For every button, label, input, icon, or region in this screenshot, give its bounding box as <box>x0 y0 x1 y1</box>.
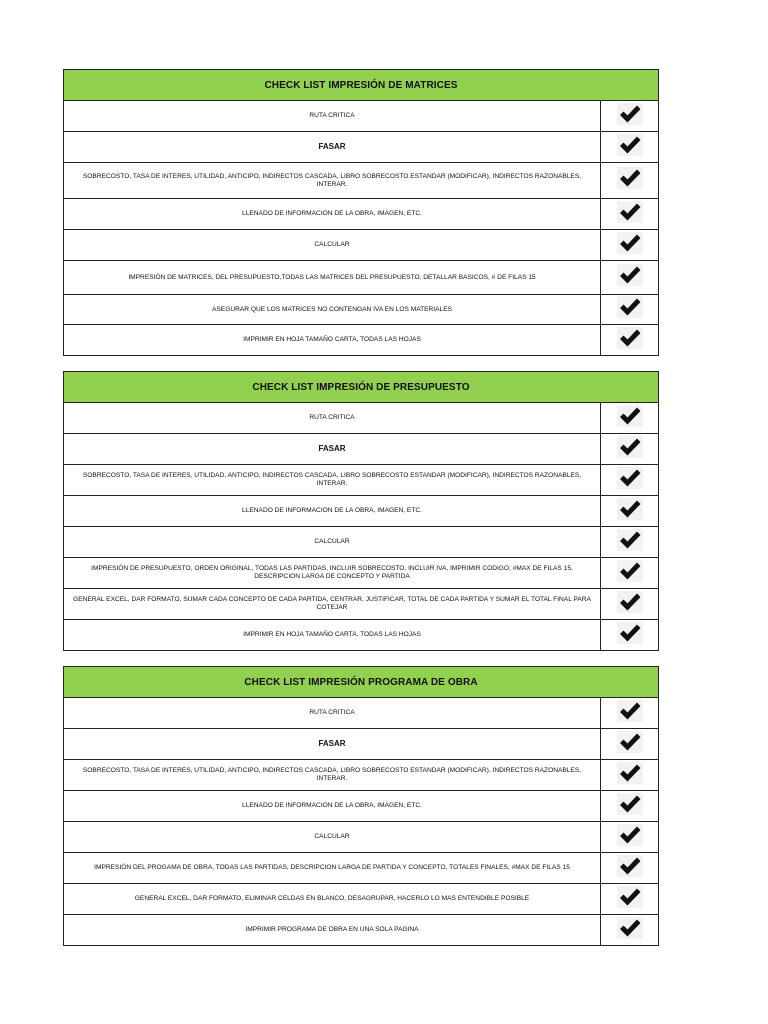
checkmark-icon <box>617 917 643 939</box>
checkmark-icon <box>617 855 643 877</box>
checkbox-cell[interactable] <box>601 132 659 163</box>
checklist-item-text: LLENADO DE INFORMACION DE LA OBRA, IMAGEN, ETC. <box>64 791 601 822</box>
checklist-item-text: CALCULAR <box>64 822 601 853</box>
checklist-item-text: SOBRECOSTO, TASA DE INTERES, UTILIDAD, ANTICIPO, INDIRECTOS CASCADA, LIBRO SOBRECOSTO ESTANDAR (MODIFICAR), INDIRECTOS RAZONABLES, INTERAR. <box>64 760 601 791</box>
checklist-row <box>64 132 659 163</box>
checkmark-icon <box>617 498 643 520</box>
checklist-item-text: IMPRIMIR PROGRAMA DE OBRA EN UNA SOLA PAGINA <box>64 915 601 946</box>
checkmark-icon <box>617 622 643 644</box>
checkbox-cell[interactable] <box>601 403 659 434</box>
checkbox-cell[interactable] <box>601 465 659 496</box>
checkbox-cell[interactable] <box>601 199 659 230</box>
checkbox-cell[interactable] <box>601 853 659 884</box>
checklist-row <box>64 915 659 946</box>
checklist-item-text: LLENADO DE INFORMACION DE LA OBRA, IMAGEN, ETC. <box>64 199 601 230</box>
checklist-section-2 <box>63 371 658 651</box>
checklist-row <box>64 853 659 884</box>
checkbox-cell[interactable] <box>601 822 659 853</box>
checkmark-icon <box>617 436 643 458</box>
checklist-item-text: SOBRECOSTO, TASA DE INTERES, UTILIDAD, ANTICIPO, INDIRECTOS CASCADA, LIBRO SOBRECOSTO ESTANDAR (MODIFICAR), INDIRECTOS RAZONABLES, INTERAR. <box>64 163 601 199</box>
checklist-row <box>64 403 659 434</box>
checklist-item-text: IMPRESIÓN DE MATRICES, DEL PRESUPUESTO,TODAS LAS MATRICES DEL PRESUPUESTO, DETALLAR BASICOS, # DE FILAS 15 <box>64 261 601 295</box>
checklist-row <box>64 527 659 558</box>
checkbox-cell[interactable] <box>601 527 659 558</box>
checklist-row <box>64 589 659 620</box>
checklist-row <box>64 822 659 853</box>
checklist-row <box>64 791 659 822</box>
checklist-row <box>64 199 659 230</box>
checklist-section-1 <box>63 69 658 356</box>
checkmark-icon <box>617 232 643 254</box>
checkmark-icon <box>617 467 643 489</box>
checkbox-cell[interactable] <box>601 620 659 651</box>
checklist-row <box>64 698 659 729</box>
checkmark-icon <box>617 327 643 349</box>
checkbox-cell[interactable] <box>601 325 659 356</box>
checklist-item-text: IMPRIMIR EN HOJA TAMAÑO CARTA, TODAS LAS HOJAS <box>64 325 601 356</box>
checkbox-cell[interactable] <box>601 163 659 199</box>
checkmark-icon <box>617 405 643 427</box>
checkmark-icon <box>617 560 643 582</box>
checklist-item-text: GENERAL EXCEL, DAR FORMATO, SUMAR CADA CONCEPTO DE CADA PARTIDA, CENTRAR, JUSTIFICAR, TOTAL DE CADA PARTIDA Y SUMAR EL TOTAL FINAL PARA COTEJAR <box>64 589 601 620</box>
checklist-row <box>64 163 659 199</box>
checkmark-icon <box>617 296 643 318</box>
checklist-item-text: FASAR <box>64 132 601 163</box>
checklist-row <box>64 620 659 651</box>
checkbox-cell[interactable] <box>601 589 659 620</box>
checkmark-icon <box>617 591 643 613</box>
checkbox-cell[interactable] <box>601 295 659 325</box>
checklist-item-text: IMPRIMIR EN HOJA TAMAÑO CARTA, TODAS LAS HOJAS <box>64 620 601 651</box>
checklist-row <box>64 729 659 760</box>
checklist-row <box>64 496 659 527</box>
checklist-section-3 <box>63 666 658 946</box>
checkbox-cell[interactable] <box>601 760 659 791</box>
checkmark-icon <box>617 886 643 908</box>
section-title: CHECK LIST IMPRESIÓN DE MATRICES <box>64 70 659 101</box>
checklist-table <box>63 371 659 651</box>
checklist-row <box>64 434 659 465</box>
checklist-item-text: RUTA CRITICA <box>64 698 601 729</box>
checkmark-icon <box>617 201 643 223</box>
checkmark-icon <box>617 134 643 156</box>
checkmark-icon <box>617 731 643 753</box>
checklist-row <box>64 230 659 261</box>
checklist-item-text: CALCULAR <box>64 527 601 558</box>
checkmark-icon <box>617 762 643 784</box>
checklist-item-text: RUTA CRITICA <box>64 101 601 132</box>
checklist-item-text: FASAR <box>64 434 601 465</box>
checklist-row <box>64 760 659 791</box>
section-title: CHECK LIST IMPRESIÓN DE PRESUPUESTO <box>64 372 659 403</box>
checkbox-cell[interactable] <box>601 558 659 589</box>
checklist-item-text: IMPRESIÓN DEL PROGAMA DE OBRA, TODAS LAS PARTIDAS, DESCRIPCION LARGA DE PARTIDA Y CONCEPTO, TOTALES FINALES, #MAX DE FILAS 15 <box>64 853 601 884</box>
checklist-row <box>64 884 659 915</box>
checkbox-cell[interactable] <box>601 261 659 295</box>
checklist-row <box>64 101 659 132</box>
checklist-row <box>64 261 659 295</box>
checklist-item-text: FASAR <box>64 729 601 760</box>
checkmark-icon <box>617 264 643 286</box>
checklist-item-text: SOBRECOSTO, TASA DE INTERES, UTILIDAD, ANTICIPO, INDIRECTOS CASCADA, LIBRO SOBRECOSTO ESTANDAR (MODIFICAR), INDIRECTOS RAZONABLES, INTERAR. <box>64 465 601 496</box>
checklist-item-text: RUTA CRITICA <box>64 403 601 434</box>
checklist-table <box>63 69 659 356</box>
checkmark-icon <box>617 793 643 815</box>
checkbox-cell[interactable] <box>601 791 659 822</box>
checkbox-cell[interactable] <box>601 496 659 527</box>
checklist-row <box>64 295 659 325</box>
checklist-row <box>64 325 659 356</box>
checklist-item-text: IMPRESIÓN DE PRESUPUESTO, ORDEN ORIGINAL, TODAS LAS PARTIDAS, INCLUIR SOBRECOSTO, INCLUIR IVA, IMPRIMIR CODIGO, #MAX DE FILAS 15, DESCRIPCION LARGA DE CONCEPTO Y PARTIDA <box>64 558 601 589</box>
checkbox-cell[interactable] <box>601 101 659 132</box>
checklist-item-text: LLENADO DE INFORMACION DE LA OBRA, IMAGEN, ETC. <box>64 496 601 527</box>
checkmark-icon <box>617 824 643 846</box>
checkbox-cell[interactable] <box>601 915 659 946</box>
checklist-row <box>64 465 659 496</box>
section-title: CHECK LIST IMPRESIÓN PROGRAMA DE OBRA <box>64 667 659 698</box>
checkbox-cell[interactable] <box>601 698 659 729</box>
checklist-item-text: GENERAL EXCEL, DAR FORMATO, ELIMINAR CELDAS EN BLANCO, DESAGRUPAR, HACERLO LO MAS ENTENDIBLE POSIBLE <box>64 884 601 915</box>
checkmark-icon <box>617 529 643 551</box>
checklist-table <box>63 666 659 946</box>
checkmark-icon <box>617 103 643 125</box>
checklist-item-text: ASEGURAR QUE LOS MATRICES NO CONTENGAN IVA EN LOS MATERIALES <box>64 295 601 325</box>
checklist-row <box>64 558 659 589</box>
checklist-item-text: CALCULAR <box>64 230 601 261</box>
checkmark-icon <box>617 700 643 722</box>
checkbox-cell[interactable] <box>601 230 659 261</box>
checkbox-cell[interactable] <box>601 884 659 915</box>
checkmark-icon <box>617 167 643 189</box>
checkbox-cell[interactable] <box>601 729 659 760</box>
checkbox-cell[interactable] <box>601 434 659 465</box>
